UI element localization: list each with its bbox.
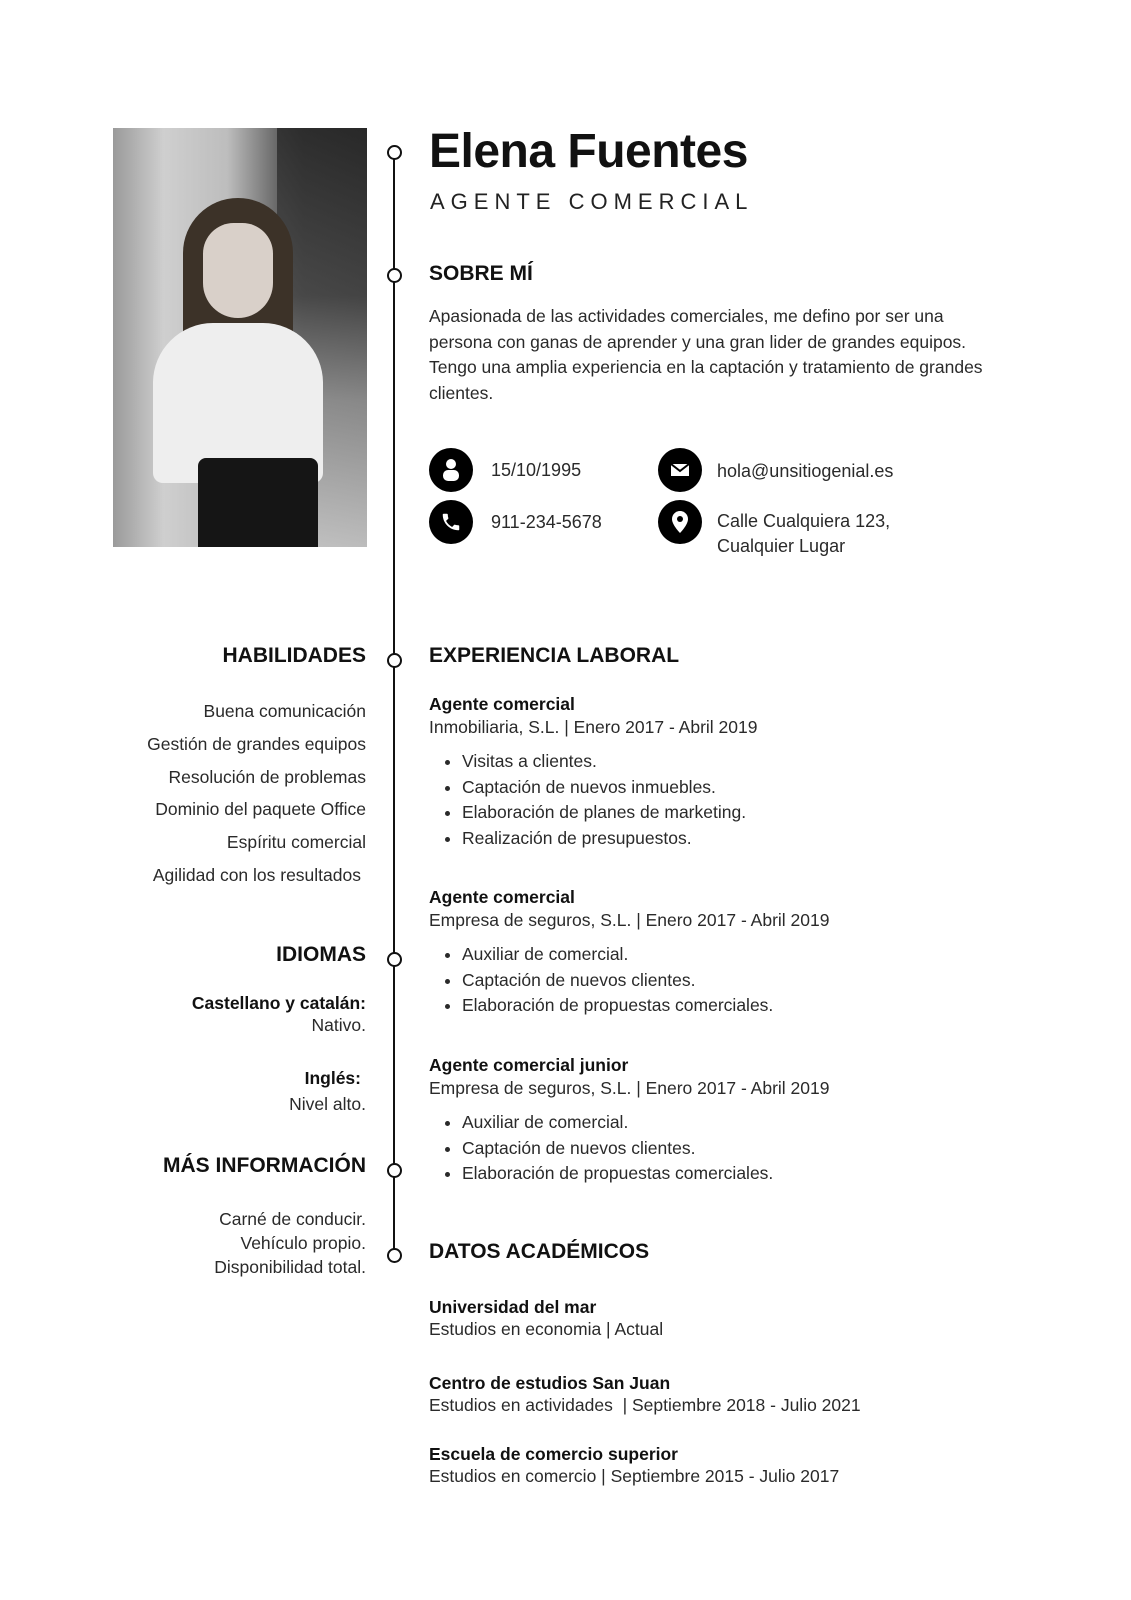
language-level: Nativo. — [311, 1015, 366, 1035]
job-bullet: • Captación de nuevos clientes. — [462, 968, 1029, 994]
education-school: Escuela de comercio superior — [429, 1444, 678, 1464]
job-title: Agente comercial — [429, 887, 575, 907]
address-line-1: Calle Cualquiera 123, — [717, 511, 891, 531]
job-bullet: • Visitas a clientes. — [462, 749, 1029, 775]
job-subtitle: Empresa de seguros, S.L. | Enero 2017 - Abril 2019 — [429, 910, 830, 930]
skills-list — [106, 695, 366, 892]
education-school: Centro de estudios San Juan — [429, 1373, 671, 1393]
photo-face — [203, 223, 273, 318]
education-entry — [429, 1372, 1029, 1417]
timeline-dot-more-info — [387, 1163, 402, 1178]
language-item — [106, 1067, 366, 1115]
education-detail: Estudios en economia | Actual — [429, 1319, 664, 1339]
education-detail: Estudios en comercio | Septiembre 2015 - Julio 2017 — [429, 1466, 840, 1486]
experience-title: EXPERIENCIA LABORAL — [429, 644, 680, 667]
skills-title: HABILIDADES — [222, 644, 366, 667]
birthdate: 15/10/1995 — [491, 460, 582, 480]
skill-item: Dominio del paquete Office — [155, 799, 366, 820]
skill-item: Buena comunicación — [203, 701, 366, 721]
timeline-dot-header — [387, 145, 402, 160]
skill-item: Gestión de grandes equipos — [147, 733, 366, 754]
about-text: Apasionada de las actividades comerciales, me defino por ser una persona con ganas de aprender y una gran lider de grandes equipos. Tengo una amplia experiencia en la captación y tratamiento de grandes clientes. — [429, 306, 983, 403]
job-entry — [429, 886, 1029, 1019]
address-line-2: Cualquier Lugar — [717, 536, 846, 556]
email[interactable]: hola@unsitiogenial.es — [717, 461, 894, 481]
more-info-item: Carné de conducir. — [219, 1209, 366, 1229]
job-bullet: • Elaboración de propuestas comerciales. — [462, 993, 1029, 1019]
job-bullet: • Captación de nuevos clientes. — [462, 1136, 1029, 1162]
job-bullet: • Elaboración de propuestas comerciales. — [462, 1161, 1029, 1187]
languages-title: IDIOMAS — [276, 943, 366, 966]
job-subtitle: Empresa de seguros, S.L. | Enero 2017 - Abril 2019 — [429, 1078, 830, 1098]
candidate-name: Elena Fuentes — [429, 125, 748, 178]
skill-item: Espíritu comercial — [226, 832, 366, 853]
candidate-role: AGENTE COMERCIAL — [430, 189, 754, 214]
user-icon — [429, 448, 473, 492]
education-detail: Estudios en actividades | Septiembre 2018 - Julio 2021 — [429, 1395, 861, 1415]
timeline-dot-education — [387, 1248, 402, 1263]
timeline-dot-about — [387, 268, 402, 283]
job-title: Agente comercial — [429, 694, 575, 714]
language-level: Nivel alto. — [289, 1094, 366, 1114]
timeline-line — [393, 150, 395, 1254]
photo-skirt — [198, 458, 318, 547]
job-bullet: • Elaboración de planes de marketing. — [462, 800, 1029, 826]
envelope-icon — [658, 448, 702, 492]
timeline-dot-languages — [387, 952, 402, 967]
language-name: Inglés: — [304, 1068, 361, 1088]
job-bullets — [429, 1110, 1029, 1187]
job-bullets — [429, 749, 1029, 851]
job-title: Agente comercial junior — [429, 1055, 629, 1075]
education-entry — [429, 1443, 1029, 1488]
about-title: SOBRE MÍ — [429, 262, 533, 285]
language-item — [106, 992, 366, 1036]
education-school: Universidad del mar — [429, 1297, 597, 1317]
job-bullets — [429, 942, 1029, 1019]
job-bullet: • Auxiliar de comercial. — [462, 1110, 1029, 1136]
phone-icon — [429, 500, 473, 544]
job-entry — [429, 693, 1029, 851]
timeline-dot-skills-experience — [387, 653, 402, 668]
job-entry — [429, 1054, 1029, 1187]
education-title: DATOS ACADÉMICOS — [429, 1240, 650, 1263]
job-bullet: • Auxiliar de comercial. — [462, 942, 1029, 968]
skill-item: Agilidad con los resultados — [152, 864, 361, 885]
phone[interactable]: 911-234-5678 — [491, 512, 602, 532]
more-info-list — [106, 1207, 366, 1279]
more-info-item: Vehículo propio. — [240, 1233, 366, 1253]
address — [717, 509, 890, 559]
skill-item: Resolución de problemas — [168, 766, 366, 787]
job-bullet: • Realización de presupuestos. — [462, 826, 1029, 852]
profile-photo — [113, 128, 367, 547]
job-bullet: • Captación de nuevos inmuebles. — [462, 775, 1029, 801]
location-pin-icon — [658, 500, 702, 544]
more-info-item: Disponibilidad total. — [214, 1257, 366, 1277]
job-subtitle: Inmobiliaria, S.L. | Enero 2017 - Abril 2019 — [429, 717, 758, 737]
language-name: Castellano y catalán: — [191, 993, 366, 1013]
education-entry — [429, 1296, 1029, 1341]
more-info-title: MÁS INFORMACIÓN — [163, 1154, 366, 1177]
